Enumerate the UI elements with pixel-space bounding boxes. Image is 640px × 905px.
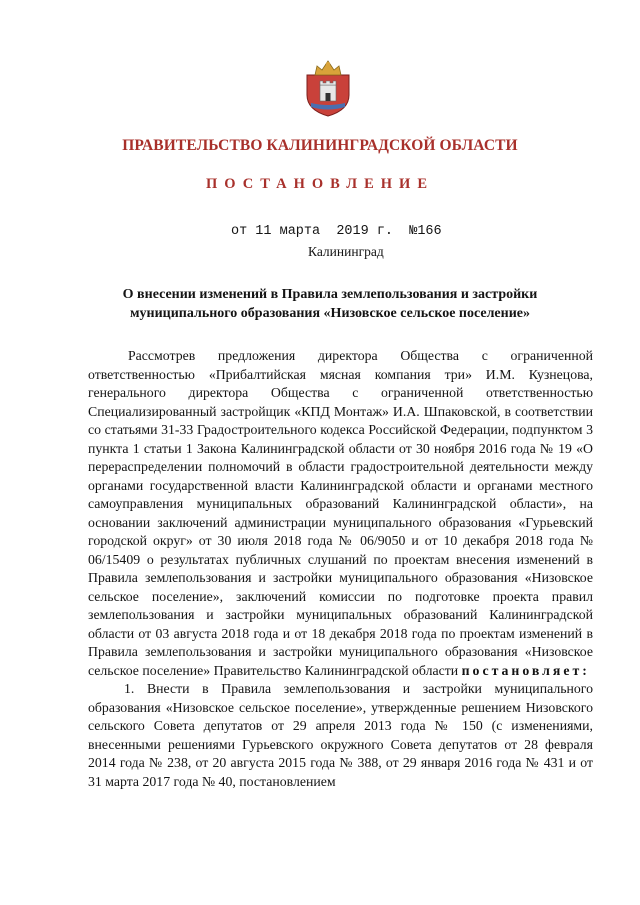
government-title: ПРАВИТЕЛЬСТВО КАЛИНИНГРАДСКОЙ ОБЛАСТИ [122,137,518,154]
paragraph-item-1: 1. Внести в Правила землепользования и застройки муниципального образования «Низовское сельское поселение», утвержденные решением Низовского сельского Совета депутатов от 29 апреля 2013 года № 150 (с изменениями, внесенными решениями Гурьевского окружного Совета депутатов от 28 февраля 2014 года № 238, от 20 августа 2015 года № 388, от 29 января 2016 года № 431 и от 31 марта 2017 года № 40, постановлением [88,681,593,789]
coat-of-arms-icon [303,57,353,117]
subject-line-2: муниципального образования «Низовское сельское поселение» [129,306,530,321]
document-body [88,347,593,791]
document-type: ПОСТАНОВЛЕНИЕ [205,176,434,192]
preamble-text: Рассмотрев предложения директора Общества с ограниченной ответственностью «Прибалтийская мясная компания три» И.М. Кузнецова, генерального директора Общества с ограниченной ответственностью Специализированный застройщик «КПД Монтаж» И.А. Шпаковской, в соответствии со статьями 31-33 Градостроительного кодекса Российской Федерации, подпунктом 3 пункта 1 статьи 1 Закона Калининградской области от 30 ноября 2016 года № 19 «О перераспределении полномочий в области градостроительной деятельности между органами государственной власти Калининградской области и органами местного самоуправления муниципальных образований Калининградской области», на основании заключений администрации муниципального образования «Гурьевский городской округ» от 30 июля 2018 года № 06/9050 и от 10 декабря 2018 года № 06/15409 о результатах публичных слушаний по проектам внесения изменений в Правила землепользования и застройки муниципального образования «Низовское сельское поселение», заключений комиссии по подготовке проекта правил землепользования и застройки муниципальных образований Калининградской области от 03 августа 2018 года и от 18 декабря 2018 года по проектам изменений в Правила землепользования и застройки муниципального образования «Низовское сельское поселение» Правительство Калининградской области [88,348,593,678]
subject-line-1: О внесении изменений в Правила землепользования и застройки [122,287,538,302]
paragraph-preamble [88,347,593,680]
city: Калининград [308,244,384,259]
document-subject [60,285,600,323]
date-and-number: от 11 марта 2019 г. №166 [231,224,442,239]
resolves-word: постановляет: [461,662,590,678]
